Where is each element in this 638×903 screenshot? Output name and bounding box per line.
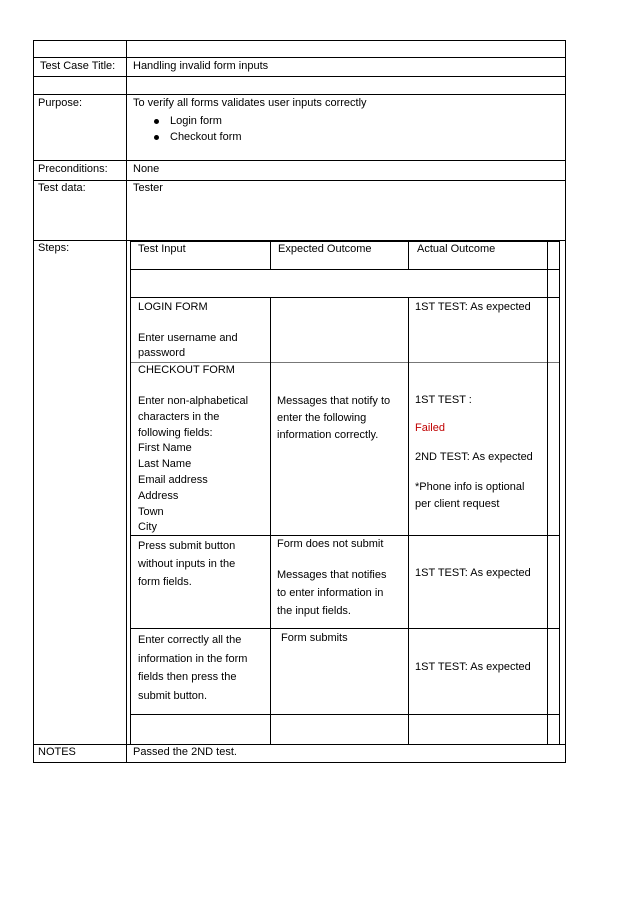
checkout-actual-first: 1ST TEST : bbox=[415, 394, 472, 406]
header-actual-outcome: Actual Outcome bbox=[417, 243, 496, 255]
bullet-icon bbox=[154, 119, 159, 124]
login-input-text: Enter username and password bbox=[138, 332, 238, 359]
checkout-actual-second: 2ND TEST: As expected bbox=[415, 451, 533, 463]
checkout-input-title: CHECKOUT FORM bbox=[138, 364, 235, 376]
test-data-value: Tester bbox=[133, 182, 163, 194]
login-actual-outcome: 1ST TEST: As expected bbox=[415, 301, 531, 313]
submit-valid-input-text: Enter correctly all the information in the form fields then press the submit button. bbox=[138, 634, 248, 702]
checkout-expected-outcome: Messages that notify to enter the following information correctly. bbox=[277, 395, 391, 441]
bullet-icon bbox=[154, 135, 159, 140]
steps-label: Steps: bbox=[38, 242, 70, 254]
purpose-item-login: Login form bbox=[170, 115, 222, 127]
submit-empty-expected-first: Form does not submit bbox=[277, 538, 384, 550]
checkout-actual-failed: Failed bbox=[415, 422, 445, 434]
checkout-actual-note: *Phone info is optional per client request bbox=[415, 481, 525, 510]
purpose-label: Purpose: bbox=[38, 97, 83, 109]
preconditions-label: Preconditions: bbox=[38, 163, 108, 175]
purpose-value: To verify all forms validates user inputs correctly bbox=[133, 97, 367, 109]
submit-empty-actual-outcome: 1ST TEST: As expected bbox=[415, 567, 531, 579]
preconditions-value: None bbox=[133, 163, 160, 175]
notes-value: Passed the 2ND test. bbox=[133, 746, 237, 758]
purpose-item-checkout: Checkout form bbox=[170, 131, 242, 143]
test-case-title-value: Handling invalid form inputs bbox=[133, 60, 269, 72]
login-input-title: LOGIN FORM bbox=[138, 301, 208, 313]
test-case-title-label: Test Case Title: bbox=[40, 60, 116, 72]
checkout-input-text: Enter non-alphabetical characters in the following fields: First Name Last Name Email address Address Town City bbox=[138, 395, 249, 534]
test-data-label: Test data: bbox=[38, 182, 86, 194]
submit-valid-expected-outcome: Form submits bbox=[281, 632, 348, 644]
header-expected-outcome: Expected Outcome bbox=[278, 243, 372, 255]
submit-empty-input-text: Press submit button without inputs in the form fields. bbox=[138, 540, 236, 588]
header-test-input: Test Input bbox=[138, 243, 186, 255]
submit-empty-expected-text: Messages that notifies to enter information in the input fields. bbox=[277, 569, 387, 617]
notes-label: NOTES bbox=[38, 746, 76, 758]
submit-valid-actual-outcome: 1ST TEST: As expected bbox=[415, 661, 531, 673]
